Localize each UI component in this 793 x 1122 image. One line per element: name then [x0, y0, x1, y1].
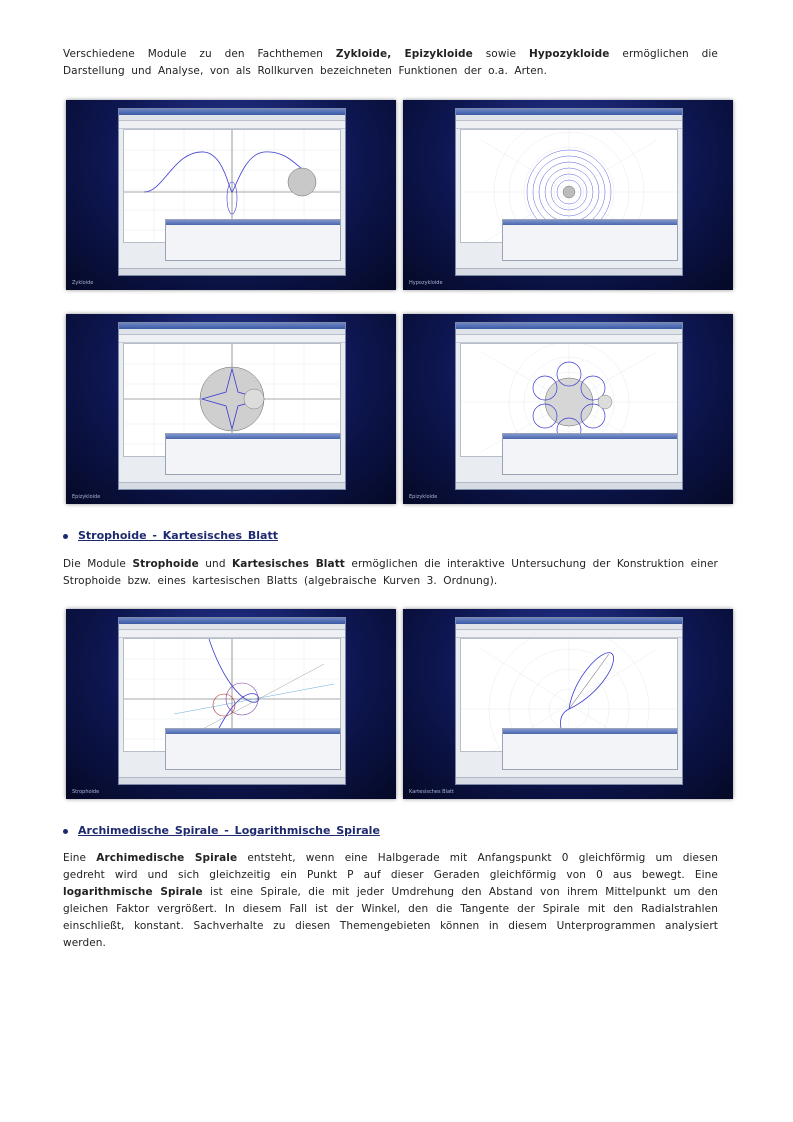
app-window: [455, 108, 683, 276]
link-archimedische-logarithmische-spirale[interactable]: Archimedische Spirale - Logarithmische Spirale: [78, 824, 380, 837]
screenshot-strophoide: [66, 609, 396, 799]
section1-bold-kartesisches-blatt: Kartesisches Blatt: [232, 558, 345, 570]
section2-text-2: entsteht, wenn eine Halbgerade mit Anfangspunkt 0 gleichförmig um diesen gedreht wird und sich gleichzeitig ein Punkt P auf dieser Geraden gleichförmig von 0 aus bewegt. Eine: [63, 852, 718, 881]
app-window: [455, 617, 683, 785]
app-window: [118, 617, 346, 785]
section1-text-2: und: [198, 558, 233, 570]
section2-text-3: ist eine Spirale, die mit jeder Umdrehung den Abstand von ihrem Mittelpunkt um den gleichen Faktor vergrößert. In diesem Fall ist der Winkel, den die Tangente der Spirale mit den Radialstrahlen einschließt, konstant. Sachverhalte zu diesen Themengebieten können in diesem Unterprogrammen analysiert werden.: [63, 886, 718, 949]
screenshot-kartesisches-blatt: [403, 609, 733, 799]
screenshot-caption: Epizykloide: [72, 494, 101, 500]
spirale-paragraph: [63, 850, 718, 952]
section1-text-1: Die Module: [63, 558, 133, 570]
section1-bold-strophoide: Strophoide: [132, 558, 199, 570]
bullet-dot-icon: [63, 534, 68, 539]
intro-text-3: ermöglichen die Darstellung und Analyse, von als Rollkurven bezeichneten Funktionen der o.a. Arten.: [63, 48, 718, 77]
section2-bold-logarithmische-spirale: logarithmische Spirale: [63, 886, 203, 898]
control-panel[interactable]: [165, 219, 341, 261]
section2-bold-archimedische-spirale: Archimedische Spirale: [96, 852, 238, 864]
app-window: [455, 322, 683, 490]
bullet-spirale[interactable]: [63, 824, 380, 837]
link-strophoide-kartesisches-blatt[interactable]: Strophoide - Kartesisches Blatt: [78, 529, 278, 542]
bullet-dot-icon: [63, 829, 68, 834]
control-panel[interactable]: [502, 728, 678, 770]
screenshot-caption: Epizykloide: [409, 494, 438, 500]
control-panel[interactable]: [502, 433, 678, 475]
section1-text-3: ermöglichen die interaktive Untersuchung der Konstruktion einer Strophoide bzw. eines kartesischen Blatts (algebraische Kurven 3. Ordnung).: [63, 558, 718, 587]
intro-text-1: Verschiedene Module zu den Fachthemen: [63, 48, 336, 60]
screenshot-epizykloide-2: [403, 314, 733, 504]
screenshot-epizykloide-1: [66, 314, 396, 504]
app-window: [118, 108, 346, 276]
intro-bold-zykloide: Zykloide, Epizykloide: [335, 48, 473, 60]
screenshot-hypozykloide: [403, 100, 733, 290]
intro-bold-hypozykloide: Hypozykloide: [528, 48, 610, 60]
intro-text-2: sowie: [472, 48, 529, 60]
strophoide-paragraph: [63, 556, 718, 590]
screenshot-caption: Kartesisches Blatt: [409, 789, 454, 795]
screenshot-zykloide: [66, 100, 396, 290]
control-panel[interactable]: [165, 728, 341, 770]
control-panel[interactable]: [502, 219, 678, 261]
bullet-strophoide[interactable]: [63, 529, 278, 542]
app-window: [118, 322, 346, 490]
screenshot-caption: Zykloide: [72, 280, 94, 286]
screenshot-caption: Strophoide: [72, 789, 100, 795]
intro-paragraph: [63, 46, 718, 80]
screenshot-caption: Hypozykloide: [409, 280, 443, 286]
control-panel[interactable]: [165, 433, 341, 475]
section2-text-1: Eine: [63, 852, 97, 864]
